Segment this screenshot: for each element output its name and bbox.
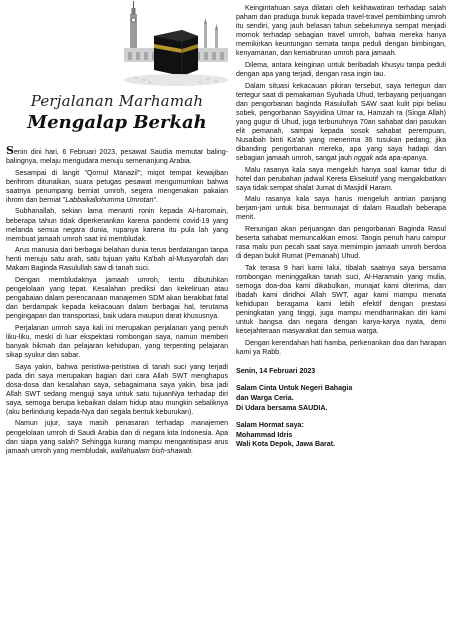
emphasis-text: wallahualam bish-shawab. — [110, 447, 194, 455]
letter-date: Senin, 14 Februari 2023 — [236, 366, 316, 375]
left-paragraph-4: Arus manusia dari berbagai belahan dunia terus berdatangan tanpa henti menuju satu arah, satu tujuan yaitu Ka'bah al-Musyarofah dan Makam Baginda Rasulullah saw di tanah suci. — [6, 247, 228, 273]
paragraph-text: enin dini hari, 6 Februari 2023, pesawat Saudia memutar baling-balingnya, melaju mengudara menuju semenanjung Arabia. — [6, 149, 228, 166]
paragraph-text: ". — [153, 196, 158, 204]
right-paragraph-7: Tak terasa 9 hari kami lalui, tibalah saatnya saya bersama rombongan meninggalkan tanah suci, Al-Haramain yang mulia, semoga doa-doa kami dikabulkan, munajat kami diterima, dan ibadah kami diridhoi Allah SWT, agar kami mampu menata kehidupan beragama kami lebih efektif dengan prestasi peningkatan yang tinggi, juga mampu mendharmakan diri kami untuk bangsa dan negara dengan karya-karya nyata, demi kesejahteraan masyarakat dan semua warga. — [236, 264, 446, 336]
left-paragraph-6: Perjalanan umroh saya kali ini merupakan perjalanan yang penuh liku-liku, meski di luar ekspektasi rombongan saya, namun memberi banyak hikmah dan pelajaran kehidupan, yang terpenting pelajaran sikap syukur dan sabar. — [6, 324, 228, 359]
paragraph-text: Dalam situasi kekacauan pikiran tersebut, saya tertegun dan tertegur saat di pemakaman Syuhada Uhud, terbayang perjuangan dan pengorbanan baginda Rasulullah SAW saat kulit pipi beliau sobek, pengorbanan Sayyidina Umar ra, Hamzah ra (Singa Allah) yang gugur di Uhud, juga terbunuhnya 70an sahabat dari pasukan elit pemanah, sampai kepada sosok sahabat perempuan, Nusaibah binti Ka'ab yang menerima 36 tusukan pedang; jika dibanding pengorbanan mereka, apa yang saya hadapi dan sebagian jamaah umroh, sangat jauh — [236, 82, 446, 162]
right-paragraph-4: Malu rasanya kala saya mengeluh hanya soal kamar tidur di hotel dan perubahan jadwal Kereta Eksekutif yang mengakibatkan saya tidak sempat shalat Jumat di Masjidil Haram. — [236, 166, 446, 192]
article-title-bold: Mengalap Berkah — [27, 112, 207, 133]
article-title-script: Perjalanan Marhamah — [30, 92, 204, 110]
author-title: Wali Kota Depok, Jawa Barat. — [236, 440, 336, 449]
right-paragraph-3 — [236, 82, 446, 163]
right-paragraph-2: Dilema, antara keinginan untuk beribadah khusyu tanpa peduli dengan apa yang terjadi, dengan rasa ingin tau. — [236, 61, 446, 78]
paragraph-text: ada apa-apanya. — [373, 154, 428, 162]
right-paragraph-6: Renungan akan perjuangan dan pengorbanan Baginda Rasul beserta sahabat memuncakkan emosi. Tangis penuh haru campur rasa malu pun pecah saat saya memimpin jamaah umroh berdoa di depan bukit Rumat (Pemanah) Uhud. — [236, 226, 446, 261]
paragraph-text: Namun jujur, saya masih penasaran terhadap manajemen pengelolaan umroh di Saudi Arabia dan di negara kita Indonesia. Apa dan siapa yang salah? Sehingga kurang mampu mengantisipasi arus jamaah umroh yang membludak, — [6, 420, 228, 455]
greeting-line-3: Di Udara bersama SAUDIA. — [236, 403, 328, 412]
greeting-line-1: Salam Cinta Untuk Negeri Bahagia — [236, 384, 353, 393]
article-header — [6, 0, 228, 146]
author-name: Mohammad Idris — [236, 430, 293, 439]
kaaba-illustration — [124, 0, 228, 86]
left-paragraph-1 — [6, 146, 228, 166]
closing-line: Salam Hormat saya: — [236, 421, 304, 430]
right-column — [236, 4, 446, 636]
left-paragraph-5: Dengan membludaknya jamaah umroh, tentu dibutuhkan pengelolaan yang tepat. Kesalahan prediksi dan kekeliruan atau pengabaian dalam perencanaan manajemen SDM akan berakibat fatal dan berdampak kepada kekacauan dalam berbagai hal, terutama pengingapan dan transportasi, baik udara maupun darat khususnya. — [6, 276, 228, 321]
left-paragraph-7: Saya yakin, bahwa peristiwa-peristiwa di tanah suci yang terjadi pada diri saya merupakan bagian dari cara Allah SWT menghapus dosa-dosa dan kesalahan saya, sebagaimana saya yakin, bisa jadi Allah SWT sedang menguji saya untuk satu tujuanNya terhadap diri saya, semoga berupa kebaikan dalam hidup atau mungkin sebaliknya (aku berlindung kepada-Nya dari segala bentuk keburukan). — [6, 363, 228, 416]
left-paragraph-2 — [6, 169, 228, 205]
right-paragraph-1: Keingintahuan saya dilatari oleh kekhawatiran terhadap salah paham dan praduga buruk kepada travel-travel pembimbing umroh itu sendiri, yang jauh belasan tahun sebelumnya sempat menjadi momok terhadap sebagian travel umroh, bahwa mereka hanya memikirkan keuntungan semata tanpa peduli dengan bimbingan, kenyamanan, dan kemabruran umroh para jamaah. — [236, 5, 446, 58]
emphasis-text: Labbaikallohumma Umrotan — [65, 196, 154, 204]
right-paragraph-5: Malu rasanya kala saya harus mengeluh antrian panjang berjam-jam untuk bisa bermunajat di dalam Raudlah beberapa menit. — [236, 196, 446, 222]
right-paragraph-8: Dengan kerendahan hati hamba, perkenankan doa dan harapan kami ya Rabb. — [236, 339, 446, 356]
paragraph-text: Sesampai di langit "Qornul Manazil"; miqot tempat kewajiban berihrom ditunaikan, suara petugas pesawat mengumumkan bahwa saatnya penumpang berniat umroh, segera mengenakan pakaian ihrom dan berniat " — [6, 169, 228, 204]
drop-cap: S — [6, 144, 14, 157]
left-paragraph-8 — [6, 419, 228, 455]
emphasis-text: nggak — [353, 154, 374, 162]
signature-block — [236, 367, 446, 450]
left-paragraph-3: Subhanallah, sekian lama menanti ronin kepada Al-haromain, beberapa tahun tidak diperkenankan karena pandemi covid-19 yang melanda semua negara dunia, rupanya karena itu pula lah yang membuat jamaah umroh saat ini membludak. — [6, 208, 228, 243]
greeting-line-2: dan Warga Ceria. — [236, 394, 294, 403]
left-column — [6, 0, 228, 640]
